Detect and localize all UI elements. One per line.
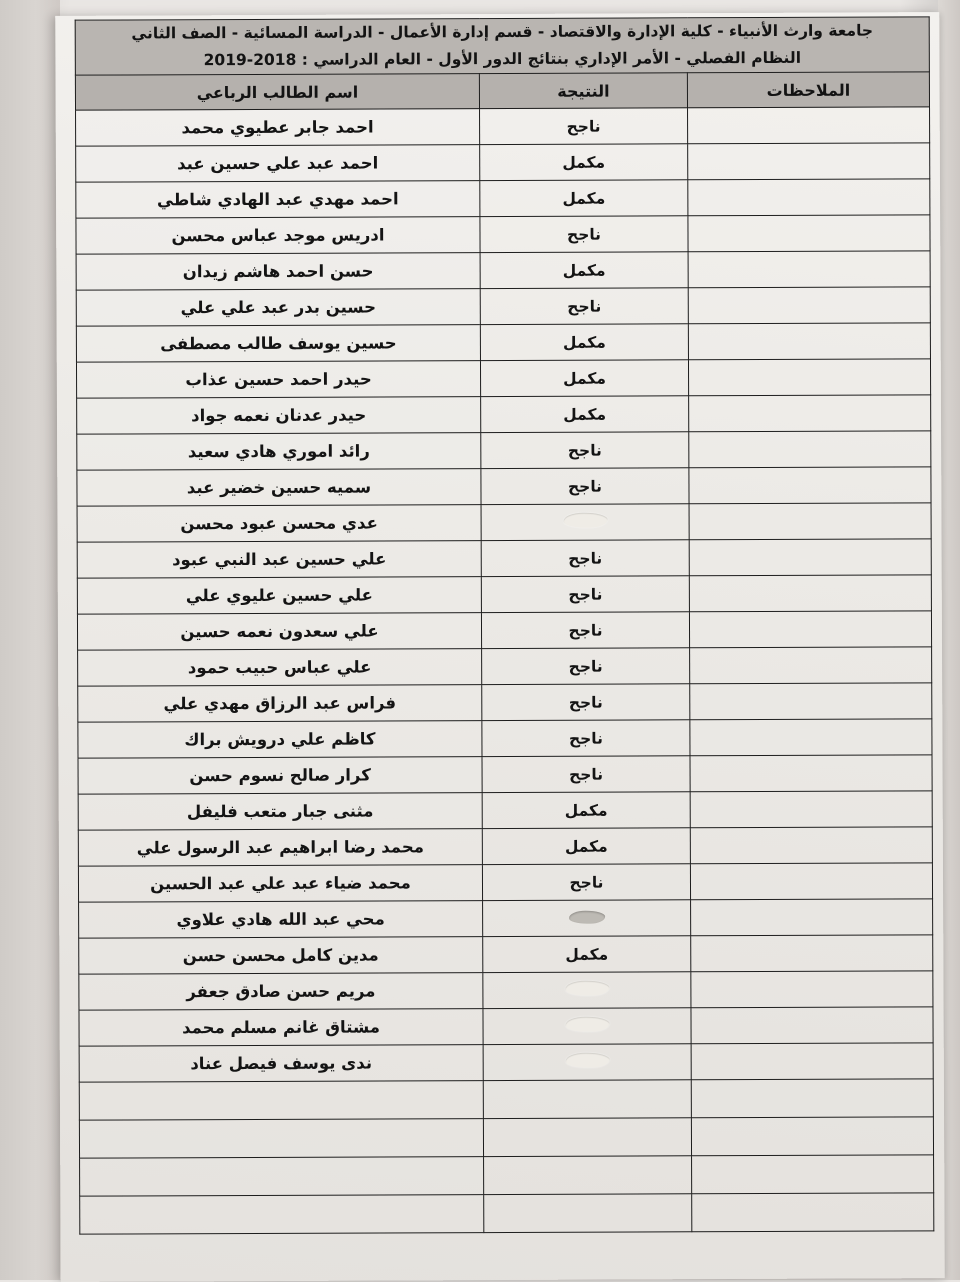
table-row: [79, 971, 933, 1010]
cell-student-name: حيدر عدنان نعمه جواد: [77, 397, 481, 435]
cell-notes: [691, 1043, 933, 1080]
cell-notes: [690, 791, 932, 828]
cell-result: ناجح: [480, 108, 688, 145]
cell-student-name: علي حسين عليوي علي: [77, 577, 481, 615]
cell-student-name: حسن احمد هاشم زيدان: [76, 253, 480, 291]
cell-student-name: علي حسين عبد النبي عبود: [77, 541, 481, 579]
cell-notes: [690, 683, 932, 720]
table-row: [76, 251, 930, 290]
cell-notes: [688, 359, 930, 396]
table-row: [79, 899, 933, 938]
cell-result: مكمل: [480, 180, 688, 217]
correction-blob: [565, 1053, 609, 1068]
cell-result: [483, 900, 691, 937]
table-body: [75, 107, 933, 1234]
results-document: [76, 16, 935, 1235]
cell-result: ناجح: [480, 288, 688, 325]
cell-student-name: مثنى جبار متعب فليفل: [78, 793, 482, 831]
table-row: [79, 1043, 933, 1082]
cell-student-name: محي عبد الله هادي علاوي: [79, 901, 483, 939]
table-row: [77, 611, 931, 650]
photo-left-edge: [0, 0, 60, 1280]
cell-notes: [691, 1007, 933, 1044]
cell-result: [483, 1008, 691, 1045]
cell-student-name: حيدر احمد حسين عذاب: [76, 361, 480, 399]
cell-result: [483, 972, 691, 1009]
cell-student-name: سميه حسين خضير عبد: [77, 469, 481, 507]
cell-notes: [689, 503, 931, 540]
cell-notes: [688, 215, 930, 252]
cell-notes: [692, 1155, 934, 1194]
cell-result: ناجح: [481, 432, 689, 469]
cell-notes: [691, 1117, 933, 1156]
cell-result: ناجح: [481, 540, 689, 577]
cell-result: مكمل: [482, 792, 690, 829]
table-row: [76, 179, 930, 218]
cell-notes: [692, 1193, 934, 1232]
table-row: [76, 215, 930, 254]
cell-notes: [691, 899, 933, 936]
cell-student-name: فراس عبد الرزاق مهدي علي: [78, 685, 482, 723]
table-row: [75, 107, 929, 146]
table-row: [78, 827, 932, 866]
table-row: [76, 287, 930, 326]
document-title: [75, 17, 929, 76]
table-row: [80, 1193, 934, 1234]
cell-result: مكمل: [480, 360, 688, 397]
cell-notes: [689, 611, 931, 648]
cell-student-name: رائد اموري هادي سعيد: [77, 433, 481, 471]
table-row: [77, 431, 931, 470]
cell-student-name: علي سعدون نعمه حسين: [77, 613, 481, 651]
column-header-notes: الملاحظات: [687, 72, 929, 108]
column-header-name: اسم الطالب الرباعي: [75, 74, 479, 111]
table-row: [76, 359, 930, 398]
cell-notes: [689, 467, 931, 504]
cell-result: [484, 1156, 692, 1195]
cell-result: مكمل: [483, 936, 691, 973]
cell-result: [483, 1044, 691, 1081]
cell-notes: [688, 323, 930, 360]
cell-student-name: [80, 1157, 484, 1197]
cell-notes: [688, 143, 930, 180]
cell-result: ناجح: [482, 684, 690, 721]
cell-student-name: احمد مهدي عبد الهادي شاطي: [76, 181, 480, 219]
cell-student-name: مدين كامل محسن حسن: [79, 937, 483, 975]
table-row: [77, 395, 931, 434]
cell-student-name: كرار صالح نسوم حسن: [78, 757, 482, 795]
table-row: [78, 755, 932, 794]
table-row: [79, 1007, 933, 1046]
cell-student-name: حسين يوسف طالب مصطفى: [76, 325, 480, 363]
cell-result: [483, 1080, 691, 1119]
cell-notes: [688, 251, 930, 288]
table-row: [78, 791, 932, 830]
cell-notes: [690, 827, 932, 864]
correction-blob: [565, 1017, 609, 1032]
cell-result: مكمل: [481, 396, 689, 433]
cell-notes: [690, 755, 932, 792]
cell-notes: [689, 395, 931, 432]
table-row: [77, 467, 931, 506]
cell-result: [484, 1194, 692, 1233]
cell-notes: [690, 647, 932, 684]
correction-blob: [569, 910, 605, 923]
table-row: [79, 1117, 933, 1158]
cell-notes: [688, 107, 930, 144]
cell-result: مكمل: [482, 828, 690, 865]
table-row: [76, 143, 930, 182]
cell-student-name: مشتاق غانم مسلم محمد: [79, 1009, 483, 1047]
table-header-row: [75, 72, 929, 110]
cell-notes: [690, 863, 932, 900]
cell-student-name: [80, 1195, 484, 1235]
cell-student-name: علي عباس حبيب حمود: [78, 649, 482, 687]
table-row: [78, 719, 932, 758]
cell-notes: [688, 179, 930, 216]
column-header-result: النتيجة: [479, 73, 687, 109]
cell-notes: [691, 971, 933, 1008]
cell-notes: [689, 575, 931, 612]
title-line-2: النظام الفصلي - الأمر الإداري بنتائج الدور الأول - العام الدراسي : 2018-2019: [203, 48, 802, 70]
cell-result: ناجح: [482, 720, 690, 757]
cell-student-name: حسين بدر عبد علي علي: [76, 289, 480, 327]
cell-result: ناجح: [482, 648, 690, 685]
cell-student-name: [79, 1119, 483, 1159]
cell-notes: [690, 719, 932, 756]
table-row: [77, 539, 931, 578]
table-row: [80, 1155, 934, 1196]
cell-student-name: ندى يوسف فيصل عناد: [79, 1045, 483, 1083]
cell-result: [483, 1118, 691, 1157]
table-row: [78, 863, 932, 902]
correction-blob: [563, 513, 607, 528]
cell-notes: [689, 431, 931, 468]
cell-result: مكمل: [480, 144, 688, 181]
cell-student-name: مريم حسن صادق جعفر: [79, 973, 483, 1011]
cell-notes: [688, 287, 930, 324]
table-row: [78, 647, 932, 686]
table-row: [77, 575, 931, 614]
cell-result: ناجح: [481, 468, 689, 505]
table-row: [79, 935, 933, 974]
cell-student-name: احمد عبد علي حسين عبد: [76, 145, 480, 183]
cell-student-name: محمد ضياء عبد علي عبد الحسين: [78, 865, 482, 903]
cell-result: ناجح: [481, 612, 689, 649]
cell-result: ناجح: [480, 216, 688, 253]
cell-student-name: محمد رضا ابراهيم عبد الرسول علي: [78, 829, 482, 867]
cell-result: مكمل: [480, 252, 688, 289]
cell-student-name: عدي محسن عبود محسن: [77, 505, 481, 543]
cell-notes: [691, 1079, 933, 1118]
cell-student-name: كاظم علي درويش براك: [78, 721, 482, 759]
document-title-row: [75, 17, 929, 76]
cell-student-name: ادريس موجد عباس محسن: [76, 217, 480, 255]
correction-blob: [565, 981, 609, 996]
table-row: [78, 683, 932, 722]
cell-result: [481, 504, 689, 541]
table-row: [79, 1079, 933, 1120]
cell-result: ناجح: [482, 756, 690, 793]
cell-result: مكمل: [480, 324, 688, 361]
title-line-1: جامعة وارث الأنبياء - كلية الإدارة والاقتصاد - قسم إدارة الأعمال - الدراسة المسائية - الصف الثاني: [131, 21, 874, 43]
cell-student-name: احمد جابر عطيوي محمد: [75, 109, 479, 147]
results-table: [75, 16, 935, 1235]
cell-notes: [691, 935, 933, 972]
table-row: [77, 503, 931, 542]
table-row: [76, 323, 930, 362]
cell-notes: [689, 539, 931, 576]
cell-result: ناجح: [482, 864, 690, 901]
cell-result: ناجح: [481, 576, 689, 613]
cell-student-name: [79, 1081, 483, 1121]
